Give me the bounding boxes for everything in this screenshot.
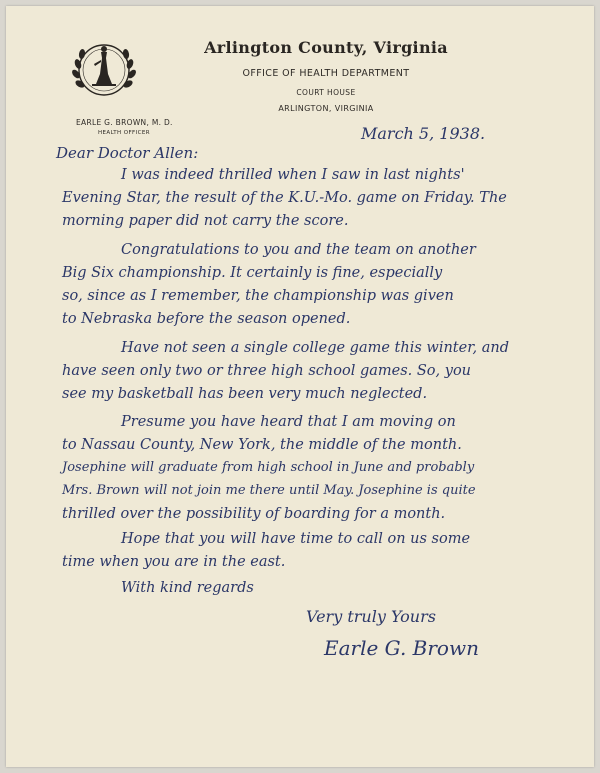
letter-line: Evening Star, the result of the K.U.-Mo. game on Friday. The xyxy=(62,190,507,206)
letter-date: March 5, 1938. xyxy=(361,124,486,143)
letterhead-title: Arlington County, Virginia xyxy=(204,38,448,57)
letter-sheet xyxy=(6,6,594,767)
letterhead-department: OFFICE OF HEALTH DEPARTMENT xyxy=(242,68,410,79)
letter-line: With kind regards xyxy=(121,580,254,596)
letterhead-city: ARLINGTON, VIRGINIA xyxy=(278,104,374,113)
letter-line: Congratulations to you and the team on another xyxy=(121,242,476,258)
letter-line: have seen only two or three high school games. So, you xyxy=(62,363,472,379)
letter-line: morning paper did not carry the score. xyxy=(62,213,349,229)
letter-line: to Nassau County, New York, the middle of the month. xyxy=(62,437,462,453)
letter-line: Josephine will graduate from high school in June and probably xyxy=(62,460,475,475)
letter-line: Mrs. Brown will not join me there until May. Josephine is quite xyxy=(62,483,476,498)
officer-title: HEALTH OFFICER xyxy=(98,130,150,136)
letter-line: time when you are in the east. xyxy=(62,554,286,570)
letterhead-building: COURT HOUSE xyxy=(296,88,356,97)
letter-line: Presume you have heard that I am moving on xyxy=(121,414,456,430)
letter-line: I was indeed thrilled when I saw in last nights' xyxy=(121,167,465,183)
letter-line: Hope that you will have time to call on us some xyxy=(121,531,471,547)
salutation: Dear Doctor Allen: xyxy=(56,144,199,162)
letter-line: Have not seen a single college game this winter, and xyxy=(121,340,510,356)
letter-line: thrilled over the possibility of boarding for a month. xyxy=(62,506,446,522)
signature: Earle G. Brown xyxy=(324,636,479,660)
closing: Very truly Yours xyxy=(306,607,436,626)
letter-line: Big Six championship. It certainly is fine, especially xyxy=(62,265,443,281)
letter-line: to Nebraska before the season opened. xyxy=(62,311,351,327)
letter-line: see my basketball has been very much neglected. xyxy=(62,386,428,402)
officer-name: EARLE G. BROWN, M. D. xyxy=(76,118,173,127)
letter-line: so, since as I remember, the championship was given xyxy=(62,288,454,304)
